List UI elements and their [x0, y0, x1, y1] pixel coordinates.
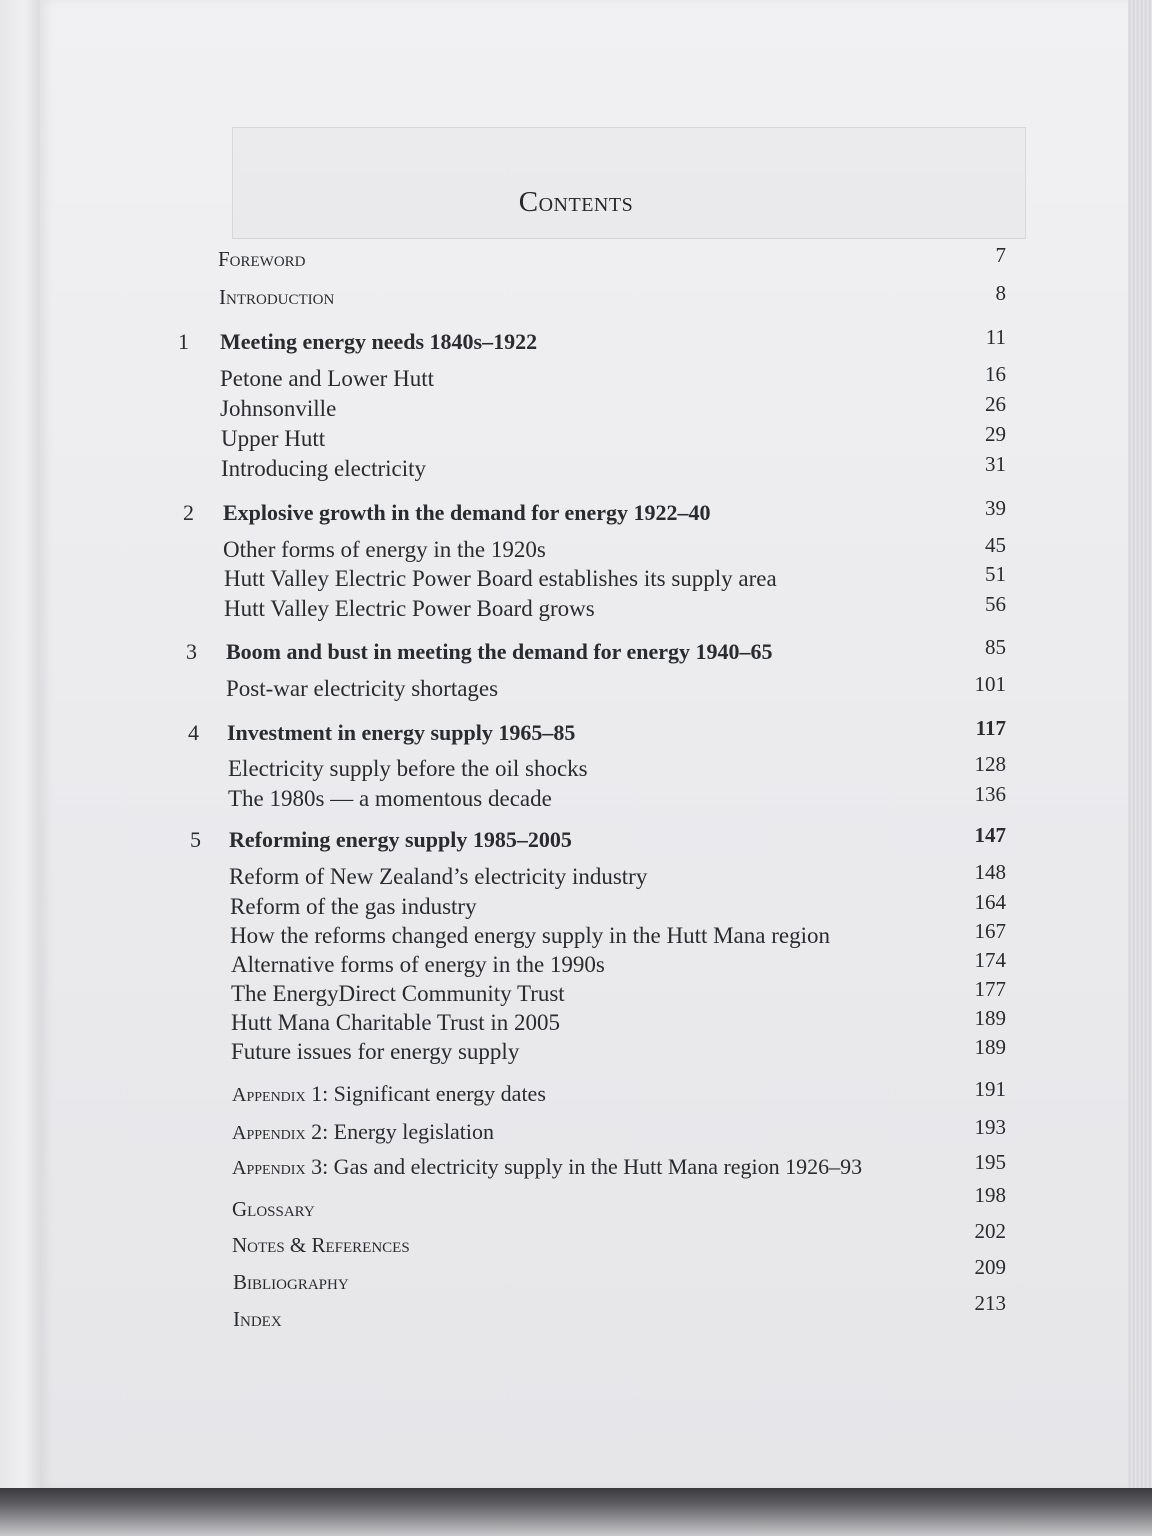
- toc-section: [0, 562, 1152, 598]
- section-title: Hutt Valley Electric Power Board establishes its supply area: [224, 566, 777, 591]
- appendix-label: [232, 1081, 546, 1107]
- toc-page-number: 177: [974, 977, 1006, 1001]
- toc-page-number: 213: [974, 1291, 1006, 1315]
- appendix-prefix: Appendix: [232, 1084, 306, 1106]
- section-title: How the reforms changed energy supply in the Hutt Mana region: [230, 923, 830, 948]
- section-title: Upper Hutt: [221, 426, 326, 451]
- toc-page-number: 191: [974, 1077, 1006, 1101]
- toc-section: [0, 592, 1152, 628]
- toc-chapter-2: [0, 496, 1152, 532]
- toc-page-number: 174: [974, 948, 1006, 972]
- toc-page-number: 136: [974, 782, 1006, 806]
- toc-label: Glossary: [232, 1197, 315, 1221]
- appendix-label: [232, 1119, 494, 1145]
- toc-page-number: 148: [974, 860, 1006, 884]
- section-title: Post-war electricity shortages: [226, 676, 499, 701]
- toc-chapter-5: [0, 823, 1152, 859]
- toc-page-number: 39: [985, 496, 1006, 520]
- appendix-title: 1: Significant energy dates: [305, 1081, 546, 1106]
- book-cover-edge: [0, 1488, 1152, 1536]
- toc-page-number: 31: [985, 452, 1006, 476]
- section-title: The EnergyDirect Community Trust: [231, 981, 565, 1006]
- toc-page-number: 164: [974, 890, 1006, 914]
- section-title: Electricity supply before the oil shocks: [228, 756, 588, 781]
- chapter-title: Investment in energy supply 1965–85: [227, 720, 576, 745]
- contents-title: Contents: [518, 186, 634, 218]
- show-through-image: [232, 127, 1026, 239]
- section-title: Johnsonville: [220, 396, 337, 421]
- section-title: Introducing electricity: [221, 456, 427, 481]
- toc-page-number: 117: [975, 716, 1006, 740]
- toc-chapter-4: [0, 716, 1152, 752]
- chapter-number: 4: [188, 720, 199, 745]
- toc-page-number: 167: [974, 919, 1006, 943]
- toc-page-number: 29: [985, 422, 1006, 446]
- toc-label: Notes & References: [232, 1233, 410, 1257]
- toc-page-number: 147: [974, 823, 1006, 847]
- section-title: Petone and Lower Hutt: [220, 366, 434, 391]
- toc-page-number: 128: [974, 752, 1006, 776]
- section-title: Hutt Mana Charitable Trust in 2005: [231, 1010, 561, 1035]
- toc-page-number: 101: [974, 672, 1006, 696]
- toc-chapter-1: [0, 325, 1152, 361]
- toc-page-number: 8: [995, 281, 1006, 305]
- section-title: Future issues for energy supply: [231, 1039, 520, 1064]
- toc-page-number: 16: [985, 362, 1006, 386]
- toc-page-number: 51: [985, 562, 1006, 586]
- toc-section: [0, 392, 1152, 428]
- toc-section: [0, 672, 1152, 708]
- toc-page-number: 195: [974, 1150, 1006, 1174]
- toc-entry-index: [0, 1291, 1152, 1339]
- toc-appendix-3: [0, 1150, 1152, 1186]
- toc-page-number: 85: [985, 635, 1006, 659]
- toc-page-number: 11: [985, 325, 1006, 349]
- chapter-number: 1: [178, 329, 189, 354]
- section-title: Other forms of energy in the 1920s: [223, 537, 546, 562]
- toc-page-number: 202: [974, 1219, 1006, 1243]
- toc-label: Introduction: [219, 285, 335, 309]
- toc-appendix-2: [0, 1115, 1152, 1151]
- appendix-title: 3: Gas and electricity supply in the Hutt Mana region 1926–93: [305, 1154, 863, 1179]
- toc-page-number: 7: [995, 243, 1006, 267]
- toc-page-number: 45: [985, 533, 1006, 557]
- toc-page-number: 209: [974, 1255, 1006, 1279]
- section-title: Alternative forms of energy in the 1990s: [231, 952, 605, 977]
- section-title: The 1980s — a momentous decade: [228, 786, 552, 811]
- toc-label: Foreword: [218, 247, 306, 271]
- toc-chapter-3: [0, 635, 1152, 671]
- toc-section: [0, 782, 1152, 818]
- section-title: Reform of the gas industry: [230, 894, 477, 919]
- toc-section: [0, 1035, 1152, 1071]
- toc-entry-foreword: [0, 243, 1152, 279]
- toc-entry-introduction: [0, 281, 1152, 317]
- appendix-prefix: Appendix: [232, 1122, 306, 1144]
- section-title: Reform of New Zealand’s electricity industry: [229, 864, 648, 889]
- toc-section: [0, 362, 1152, 398]
- toc-section: [0, 533, 1152, 569]
- chapter-number: 2: [183, 500, 194, 525]
- toc-section: [0, 422, 1152, 458]
- chapter-number: 5: [190, 827, 201, 852]
- chapter-number: 3: [186, 639, 197, 664]
- toc-page-number: 26: [985, 392, 1006, 416]
- chapter-title: Reforming energy supply 1985–2005: [229, 827, 572, 852]
- toc-page-number: 56: [985, 592, 1006, 616]
- toc-page-number: 189: [974, 1006, 1006, 1030]
- toc-label: Bibliography: [233, 1270, 349, 1294]
- toc-appendix-1: [0, 1077, 1152, 1113]
- appendix-prefix: Appendix: [232, 1157, 306, 1179]
- toc-page-number: 189: [974, 1035, 1006, 1059]
- chapter-title: Explosive growth in the demand for energy 1922–40: [223, 500, 711, 525]
- toc-page-number: 193: [974, 1115, 1006, 1139]
- toc-label: Index: [233, 1307, 282, 1331]
- toc-section: [0, 452, 1152, 488]
- toc-page-number: 198: [974, 1183, 1006, 1207]
- section-title: Hutt Valley Electric Power Board grows: [224, 596, 595, 621]
- chapter-title: Boom and bust in meeting the demand for energy 1940–65: [226, 639, 773, 664]
- appendix-title: 2: Energy legislation: [305, 1119, 494, 1144]
- chapter-title: Meeting energy needs 1840s–1922: [220, 329, 538, 354]
- appendix-label: [232, 1154, 862, 1180]
